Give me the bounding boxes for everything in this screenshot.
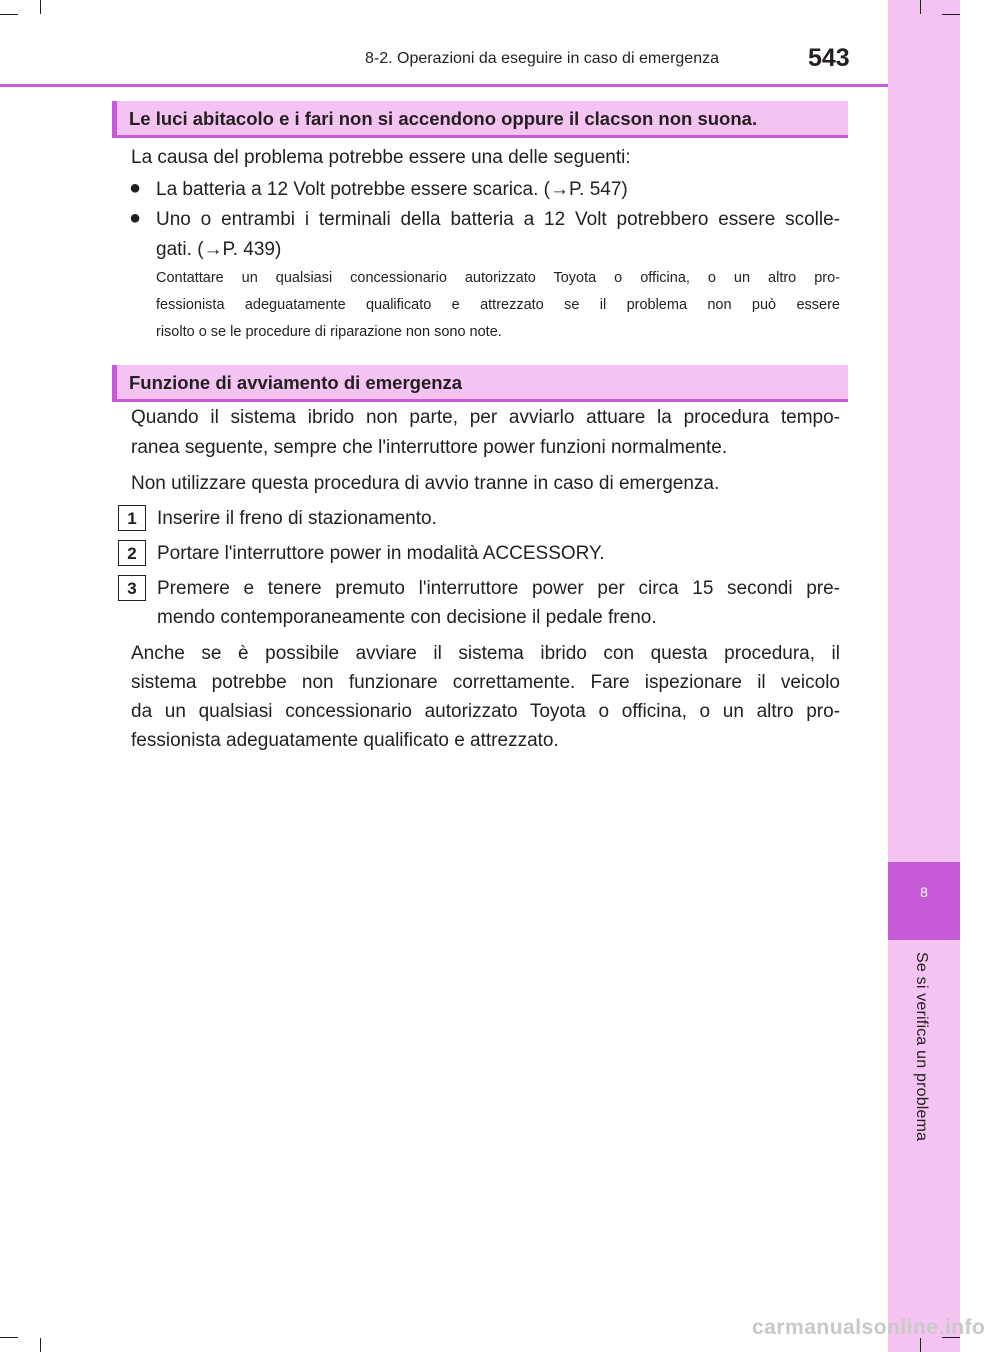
note-line: Contattare un qualsiasi concessionario autorizzato Toyota o officina, o un altro pro-	[156, 270, 840, 286]
chapter-marker	[888, 862, 960, 940]
paragraph-line: Quando il sistema ibrido non parte, per avviarlo attuare la procedura tempo-	[131, 407, 840, 428]
crop-mark	[40, 1338, 41, 1352]
page-number: 543	[808, 44, 850, 72]
bullet-text: La batteria a 12 Volt potrebbe essere scarica. (→P. 547)	[156, 179, 628, 200]
chapter-title: Se si verifica un problema	[913, 952, 930, 1142]
crop-mark	[0, 14, 18, 15]
step-number-box: 2	[118, 540, 146, 566]
bullet-text: Uno o entrambi i terminali della batteria a 12 Volt potrebbero essere scolle-	[156, 209, 840, 230]
section-heading-text: Le luci abitacolo e i fari non si accendono oppure il clacson non suona.	[129, 108, 758, 129]
step-number-box: 3	[118, 575, 146, 601]
section-heading-lights	[112, 101, 848, 135]
section-heading-emergency-start	[112, 365, 848, 399]
step-text-continued: mendo contemporaneamente con decisione il pedale freno.	[157, 607, 657, 628]
crop-mark	[920, 0, 921, 14]
bullet-icon: ●	[129, 207, 142, 229]
warning-text: Non utilizzare questa procedura di avvio tranne in caso di emergenza.	[131, 473, 720, 494]
paragraph-line: Anche se è possibile avviare il sistema ibrido con questa procedura, il	[131, 643, 840, 664]
step-text: Portare l'interruttore power in modalità ACCESSORY.	[157, 543, 605, 564]
crop-mark	[920, 1338, 921, 1352]
note-line: risolto o se le procedure di riparazione non sono note.	[156, 324, 502, 340]
header-section-title: 8-2. Operazioni da eseguire in caso di emergenza	[365, 50, 719, 67]
chapter-number: 8	[920, 884, 928, 900]
note-line: fessionista adeguatamente qualificato e attrezzato se il problema non può essere	[156, 297, 840, 313]
paragraph-line: sistema potrebbe non funzionare correttamente. Fare ispezionare il veicolo	[131, 672, 840, 693]
header-divider	[0, 84, 888, 87]
bullet-icon: ●	[129, 177, 142, 199]
side-tab	[888, 0, 960, 1352]
heading-underline	[112, 399, 848, 402]
heading-underline	[112, 135, 848, 138]
paragraph-line: fessionista adeguatamente qualificato e attrezzato.	[131, 730, 559, 751]
section-intro: La causa del problema potrebbe essere una delle seguenti:	[131, 147, 631, 168]
paragraph-line: ranea seguente, sempre che l'interruttore power funzioni normalmente.	[131, 437, 728, 458]
step-text: Premere e tenere premuto l'interruttore power per circa 15 secondi pre-	[157, 578, 840, 599]
crop-mark	[942, 14, 960, 15]
crop-mark	[40, 0, 41, 14]
bullet-text-continued: gati. (→P. 439)	[156, 239, 282, 260]
paragraph-line: da un qualsiasi concessionario autorizzato Toyota o officina, o un altro pro-	[131, 701, 840, 722]
step-number-box: 1	[118, 505, 146, 531]
watermark: carmanualsonline.info	[752, 1316, 985, 1339]
crop-mark	[0, 1337, 18, 1338]
section-heading-text: Funzione di avviamento di emergenza	[129, 372, 463, 393]
step-text: Inserire il freno di stazionamento.	[157, 508, 437, 529]
